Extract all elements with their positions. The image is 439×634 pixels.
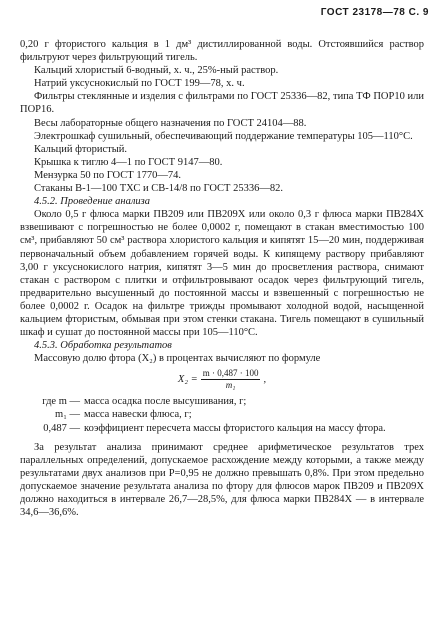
paragraph-measuring-cup: Мензурка 50 по ГОСТ 1770—74. [34, 169, 181, 181]
paragraph-glass-filters: Фильтры стеклянные и изделия с фильтрами по ГОСТ 25336—82, типа ТФ ПОР10 или ПОР16. [20, 91, 424, 116]
formula-tail: , [263, 374, 267, 386]
paragraph-calcium-fluoride: Кальций фтористый. [34, 143, 128, 155]
paragraph-line-1: 0,20 г фтористого кальция в 1 дм³ дистиллированной воды. Отстоявшийся раствор фильтруют через фильтрующий тигель. [20, 39, 424, 64]
paragraph-conclusion: За результат анализа принимают среднее арифметическое результатов трех параллельных определений, допускаемое расхождение между которыми, а также между результатами двух анализов при Р=0,95 не должно превышать 0,8%. При этом предельно допускаемое значение результата анализа по фтору для флюсов марок ПВ209 и ПВ209Х должно находиться в интервале 26,7—28,5%, для флюса марки ПВ284Х — в интервале 34,6—36,6%. [20, 441, 424, 519]
formula-block [20, 368, 424, 391]
paragraph-sodium-acetate: Натрий уксуснокислый по ГОСТ 199—78, х. ч. [34, 78, 245, 90]
document-body [20, 38, 424, 519]
formula-numerator: m · 0,487 · 100 [202, 368, 259, 379]
where-item-m [20, 395, 424, 408]
page-header: ГОСТ 23178—78 С. 9 [320, 7, 429, 18]
where-definition: масса навески флюса, г; [84, 409, 192, 421]
paragraph-calcium-chloride: Кальций хлористый 6-водный, х. ч., 25%-ный раствор. [34, 65, 279, 77]
where-symbol: где m — [42, 396, 80, 408]
paragraph-formula-intro: Массовую долю фтора (X₂) в процентах вычисляют по формуле [34, 353, 321, 365]
where-symbol: m₁ — [55, 409, 80, 421]
paragraph-scales: Весы лабораторные общего назначения по ГОСТ 24104—88. [34, 117, 307, 129]
paragraph-drying-cabinet: Электрошкаф сушильный, обеспечивающий поддержание температуры 105—110°С. [34, 130, 413, 142]
formula-denominator: m₁ [225, 380, 236, 391]
section-heading-analysis: 4.5.2. Проведение анализа [34, 196, 151, 208]
paragraph-procedure: Около 0,5 г флюса марки ПВ209 или ПВ209Х или около 0,3 г флюса марки ПВ284Х взвешивают с погрешностью не более 0,0002 г, помещают в стакан вместимостью 100 см³, прибавляют 50 см³ раствора хлористого кальция и кипятят 15—20 мин, поддерживая первоначальный объем добавлением горячей воды. К кипящему раствору прибавляют 3,00 г уксуснокислого натрия, кипятят 3—5 мин до просветления раствора, снимают стакан с раствором с плитки и отфильтровывают осадок через фильтрующий тигель, предварительно высушенный до постоянной массы и взвешенный с погрешностью не более 0,0002 г. Осадок на фильтре трижды промывают холодной водой, насыщенной кальцием фтористым, обмывая при этом стенки стакана. Тигель помещают в сушильный шкаф и сушат до постоянной массы при 105—110°С. [20, 209, 424, 339]
where-item-m1 [20, 408, 424, 421]
section-heading-results: 4.5.3. Обработка результатов [34, 340, 172, 352]
where-symbol: 0,487 — [43, 422, 80, 434]
paragraph-beakers: Стаканы В-1—100 ТХС и СВ-14/8 по ГОСТ 25336—82. [34, 183, 283, 195]
where-item-coefficient [20, 422, 424, 435]
where-definition: коэффициент пересчета массы фтористого кальция на массу фтора. [84, 422, 386, 434]
formula-fraction [201, 368, 261, 391]
where-definition: масса осадка после высушивания, г; [84, 396, 247, 408]
paragraph-crucible-lid: Крышка к тиглю 4—1 по ГОСТ 9147—80. [34, 156, 223, 168]
formula-lhs: X₂ = [177, 374, 198, 386]
